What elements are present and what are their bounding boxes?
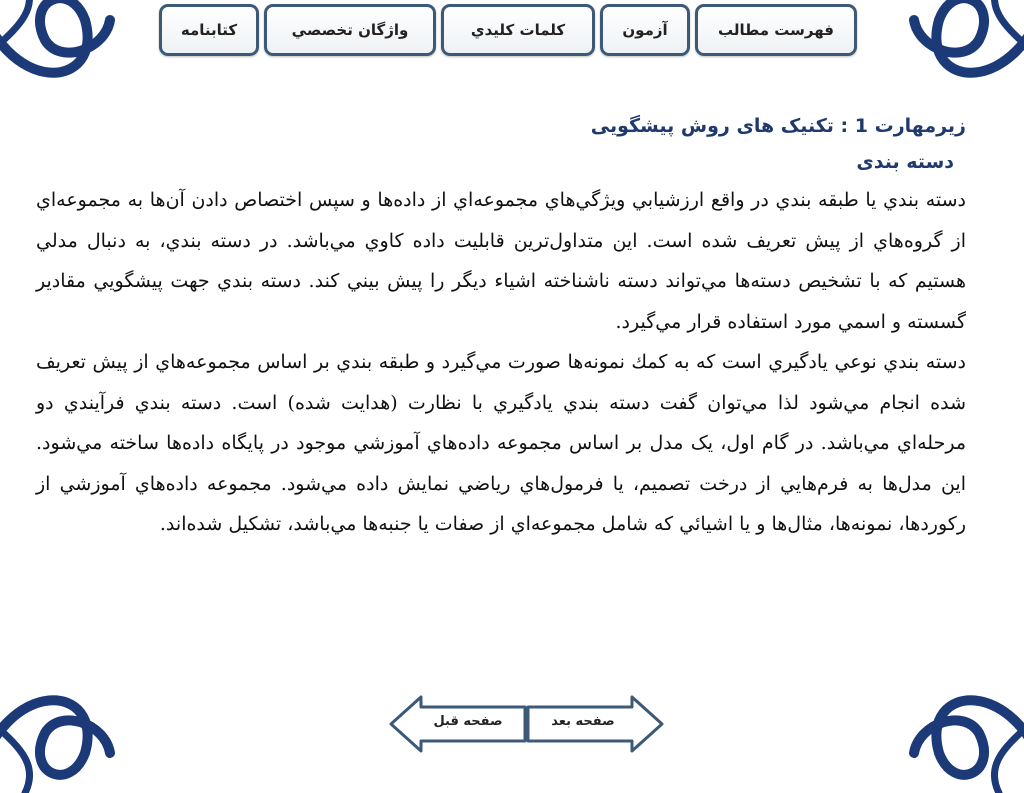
pager (0, 694, 1024, 754)
section-title: دسته بندی (856, 151, 954, 173)
lesson-content (36, 108, 966, 545)
glossary-button[interactable]: واژگان تخصصي (264, 4, 436, 56)
top-nav (157, 4, 857, 60)
corner-ornament-icon (909, 0, 1024, 90)
paragraph: دسته بندي يا طبقه بندي در واقع ارزشيابي ويژگي‌هاي مجموعه‌اي از داده‌ها و سپس اختصاص دادن آن‌ها به مجموعه‌اي از گروه‌هاي از پيش تعريف شده است. اين متداول‌ترين قابليت داده كاوي مي‌باشد. در دسته بندي، به دنبال مدلي هستيم كه با تشخيص دسته‌ها مي‌تواند دسته ناشناخته اشياء ديگر را پيش بيني كند. دسته بندي جهت پيشگويي مقادير گسسته و اسمي مورد استفاده قرار مي‌گيرد. (36, 189, 966, 333)
quiz-button[interactable]: آزمون (600, 4, 690, 56)
toc-button[interactable]: فهرست مطالب (695, 4, 857, 56)
prev-page-label: صفحه قبل (433, 714, 503, 729)
bibliography-button[interactable]: كتابنامه (159, 4, 259, 56)
next-page-label: صفحه بعد (551, 714, 615, 729)
sub-skill-title: زيرمهارت 1 : تکنيک های روش پيشگويی (590, 115, 966, 137)
next-page-button[interactable] (525, 694, 665, 754)
keywords-button[interactable]: كلمات كليدي (441, 4, 595, 56)
paragraph: دسته بندي نوعي يادگيري است كه به كمك نمونه‌ها صورت مي‌گيرد و طبقه بندي بر اساس مجموعه‌هاي از پيش تعريف شده انجام مي‌شود لذا مي‌توان گفت دسته بندي يادگيري با نظارت (هدايت شده) است. دسته بندي فرآيندي دو مرحله‌اي مي‌باشد. در گام اول، يک مدل بر اساس مجموعه داده‌هاي آموزشي موجود در پايگاه داده‌ها ساخته مي‌شود. اين مدل‌ها به فرم‌هايي از درخت تصميم، يا فرمول‌هاي رياضي نمايش داده مي‌شود. مجموعه داده‌هاي آموزشي از ركوردها، نمونه‌ها، مثال‌ها و يا اشيائي كه شامل مجموعه‌اي از صفات يا جنبه‌ها مي‌باشد، تشكيل شده‌اند. (36, 351, 966, 535)
prev-page-button[interactable] (388, 694, 528, 754)
corner-ornament-icon (0, 0, 115, 90)
